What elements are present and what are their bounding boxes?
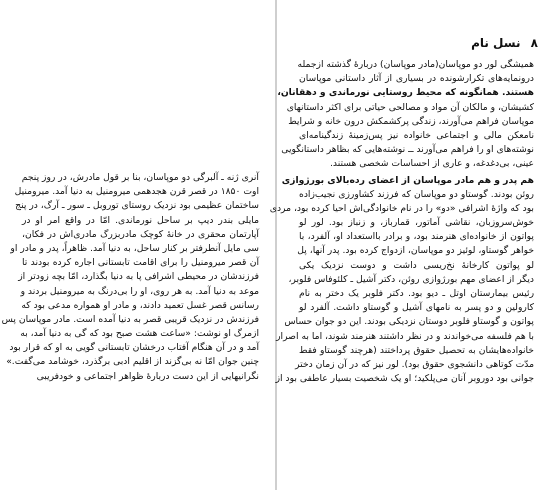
paragraph [277,58,534,172]
text-line: نامعکن مالی و اجتماعی خانواده نیز پس‌زمینۀ زندگینامه‌ای [299,129,534,141]
text-line: مدّت کوتاهی دانشجوی حقوق بود). لور نیز که در آن زمان دختر [295,358,534,370]
paragraph [1,171,259,384]
text-line: بود که واژۀ اشرافی «دو» را در نام خانوادگی‌اش احیا کرده بود، مردی [269,202,534,214]
text-line: رسانس قصر غسل تعمید دادند، و مادر او همواره مدعی بود که [21,299,259,311]
text-line: ساختمان عظیمی بود نزدیک روستای توروبل ـ سور ـ آرگ، در پنج [15,200,259,212]
text-line: هستند. همانگونه که محیط روستایی نورماندی و دهقانان، [277,87,534,99]
text-line: آمد و در آن هنگام آفتاب درخشان تابستانی گویی به او که قرار بود [9,342,259,354]
text-line: چنین جوان امّا نه بی‌گزند از اقلیم ادبی برگذرد، خوشامد می‌گفت.» [6,356,259,368]
text-line: خوش‌سروزبان، نقاشی آماتور، قمارباز، و زنباز بود. لور لو [299,217,534,229]
text-line: اوت ۱۸۵۰ در قصر قرن هجدهمی میرومنیل به دنیا آمد. میرومنیل [14,186,259,198]
text-line: فرزندش در نزدیک قریبی قصر به دنیا آمده است. مادر موپاسان پس [1,313,259,325]
left-page-body [1,171,259,384]
text-line: با هم فلسفه می‌خواندند و در نظر داشتند هنرمند شوند، اما به اصرار [276,330,534,342]
text-line: موپاسان فراهم می‌آورند، زندگی پرکشمکش درون خانه و شرایط [288,115,534,127]
text-line: هم پدر و هم مادر موپاسان از اعضای رده‌بالای بورژوازی [281,174,534,186]
text-line: خواهر گوستاو، لوئیز دو موپاسان، ازدواج کرده بود. پدر آنها، پل [297,245,534,257]
text-line: پواتون از خانواده‌ای هنرمند بود، و برادر بااستعداد او، آلفرد، با [299,231,534,243]
text-line: دیگر از اعضای مهم بورژوازی روئن، دکتر آشیل ـ کلئوفاس فلوبر، [288,273,534,285]
text-line: رئیس بیمارستان اوتل ـ دیو بود. دکتر فلوبر یک دختر به نام [299,288,534,299]
text-line: مایلی بندر دیپ بر ساحل نورماندی. امّا در واقع امر او در [22,214,259,226]
text-line: فرزندشان در محیطی اشرافی پا به دنیا بگذارد، امّا بچه زودتر از [18,271,259,283]
page-number: ۸ [530,36,538,50]
text-line: کشیشان، و مالکان آن مواد و مصالحی حیاتی برای اکثر داستانهای [286,101,534,113]
right-page-body [269,58,534,386]
text-line: خانواده‌هایشان به تحصیل حقوق پرداختند (هرچند گوستاو فقط [299,344,534,356]
text-line: کارولین و دو پسر به نامهای آشیل و گوستاو داشت. آلفرد لو [299,302,534,314]
text-line: درونمایه‌های تکرارشونده در بسیاری از آثار داستانی موپاسان [299,73,534,85]
text-line: سی مایل آنطرفتر بر کنار ساحل، به دنیا آمد. ظاهراً، پدر و مادر او [10,242,259,254]
running-title: نسل نام [471,36,521,50]
paragraph [269,174,534,387]
text-line: لو پواتون کارخانۀ نخ‌ریسی داشت و دوست نزدیک یکی [299,259,534,271]
text-line: آنری ژنه ـ آلبرگی دو موپاسان، بنا بر قول مادرش، در روز پنجم [21,172,259,183]
running-header [465,36,538,50]
text-line: آپارتمان محقری در خانۀ کوچک مادربزرگ مادری‌اش در فکان، [22,228,259,240]
left-page [0,0,275,490]
right-page [269,0,552,490]
text-line: آن قصر میرومنیل را برای اقامت تابستانی اجاره کرده بودند تا [22,257,259,269]
text-line: همیشگی لور دو موپاسان(مادر موپاسان) دربارۀ گذشته ازجمله [297,59,534,70]
text-line: نگرانیهایی از این دست دربارۀ ظواهر اجتماعی و خودفریبی [36,370,259,382]
text-line: موعد به دنیا آمد. به هر روی، او را بی‌درنگ به میرومنیل بردند و [20,285,259,297]
text-line: عینی، بی‌دغدغه، و عاری از احساسات شخصی هستند. [329,158,534,170]
text-line: روئن بودند. گوستاو دو موپاسان که فرزند کشاورزی نجیب‌زاده [299,188,534,200]
text-line: جوانی بود دوروبر آنان می‌پلکید؛ او یک شخصیت بسیار عاطفی بود از [275,373,534,385]
text-line: نوشته‌های او را فراهم می‌آورند ــ نوشته‌هایی که بظاهر داستانگویی [281,144,534,156]
text-line: پواتون و گوستاو فلوبر دوستان نزدیکی بودند. این دو جوان حساس [284,316,534,328]
text-line: ازمرگ او نوشت: «ساعت هشت صبح بود که گی به دنیا آمد، به [20,328,259,340]
